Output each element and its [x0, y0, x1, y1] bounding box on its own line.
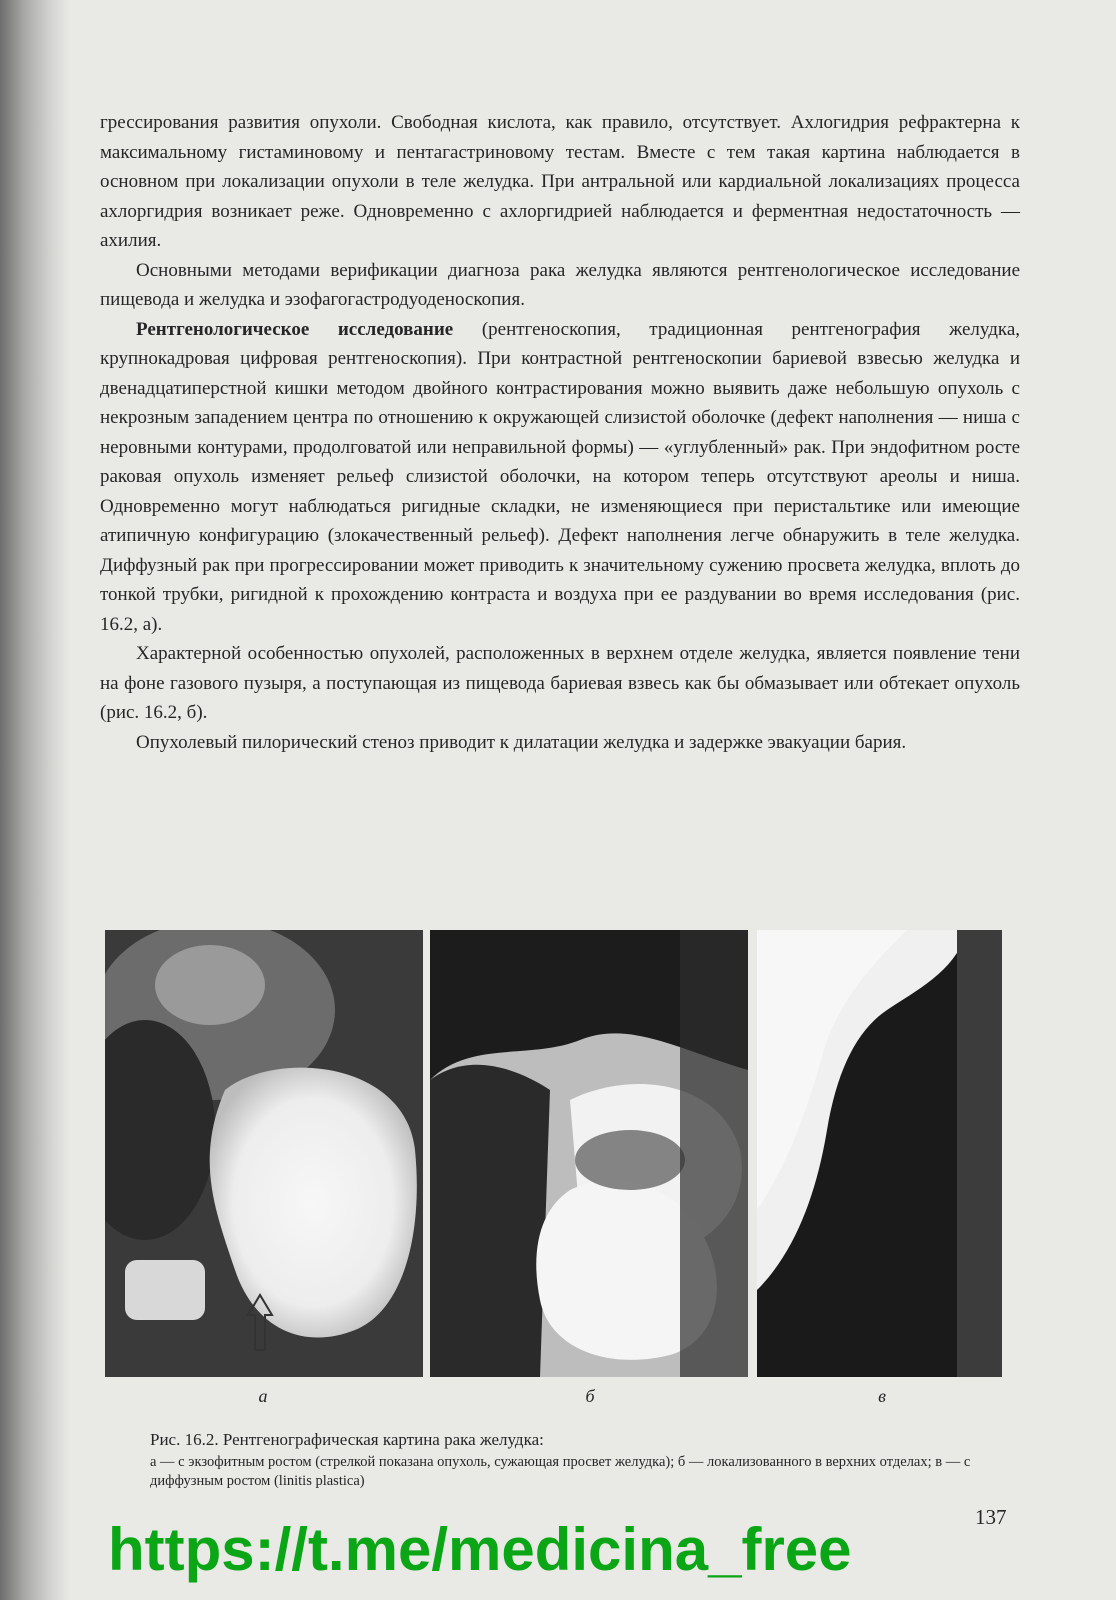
paragraph-3	[100, 315, 1020, 640]
watermark-link[interactable]: https://t.me/medicina_free	[108, 1516, 852, 1583]
paragraph-5-text: Опухолевый пилорический стеноз приводит к дилатации желудка и задержке эвакуации бария.	[136, 731, 907, 753]
page-number: 137	[975, 1505, 1007, 1529]
paragraph-2-text: Основными методами верификации диагноза рака желудка являются рентгенологическое исследование пищевода и желудка и эзофагогастродуоденоскопия.	[100, 259, 1020, 310]
paragraph-2	[100, 256, 1020, 315]
paragraph-1-text: грессирования развития опухоли. Свободная кислота, как правило, отсутствует. Ахлогидрия рефрактерна к максимальному гистаминовому и пентагастриновому тестам. Вместе с тем такая картина наблюдается в основном при локализации опухоли в теле желудка. При антральной или кардиальной локализациях процесса ахлоргидрия возникает реже. Одновременно с ахлоргидрией наблюдается и ферментная недостаточность — ахилия.	[100, 112, 1020, 251]
caption-body: а — с экзофитным ростом (стрелкой показана опухоль, сужающая просвет желудка); б — локализованного в верхних отделах; в — с диффузным ростом (linitis plastica)	[150, 1454, 971, 1489]
page-gutter-shadow	[0, 0, 70, 1600]
body-text	[100, 108, 1020, 757]
paragraph-1	[100, 108, 1020, 256]
xray-panel-a	[105, 930, 423, 1377]
paragraph-3-text: (рентгеноскопия, традиционная рентгенография желудка, крупнокадровая цифровая рентгеноскопия). При контрастной рентгеноскопии бариевой взвесью желудка и двенадцатиперстной кишки методом двойного контрастирования можно выявить даже небольшую опухоль с некрозным западением центра по отношению к окружающей слизистой оболочке (дефект наполнения — ниша с неровными контурами, продолговатой или неправильной формы) — «углубленный» рак. При эндофитном росте раковая опухоль изменяет рельеф слизистой оболочки, на котором теперь отсутствуют ареолы и ниша. Одновременно могут наблюдаться ригидные складки, не изменяющиеся при перистальтике или имеющие атипичную конфигурацию (злокачественный рельеф). Дефект наполнения легче обнаружить в теле желудка. Диффузный рак при прогрессировании может приводить к значительному сужению просвета желудка, вплоть до тонкой трубки, ригидной к прохождению контраста и воздуха при ее раздувании во время исследования (рис. 16.2, а).	[100, 318, 1020, 635]
panel-label-c: в	[878, 1386, 886, 1406]
paragraph-4	[100, 639, 1020, 728]
paragraph-5	[100, 728, 1020, 758]
paragraph-3-bold-lead: Рентгенологическое исследование	[136, 318, 454, 340]
xray-panel-b	[430, 930, 748, 1377]
xray-panel-c	[757, 930, 1002, 1377]
panel-label-a: а	[258, 1386, 268, 1406]
paragraph-4-text: Характерной особенностью опухолей, расположенных в верхнем отделе желудка, является появление тени на фоне газового пузыря, а поступающая из пищевода бариевая взвесь как бы обмазывает или обтекает опухоль (рис. 16.2, б).	[100, 643, 1020, 723]
panel-label-b: б	[585, 1386, 595, 1406]
figure-16-2	[100, 925, 1020, 1385]
caption-title: Рис. 16.2. Рентгенографическая картина рака желудка:	[150, 1430, 544, 1449]
figure-caption	[150, 1430, 1010, 1491]
